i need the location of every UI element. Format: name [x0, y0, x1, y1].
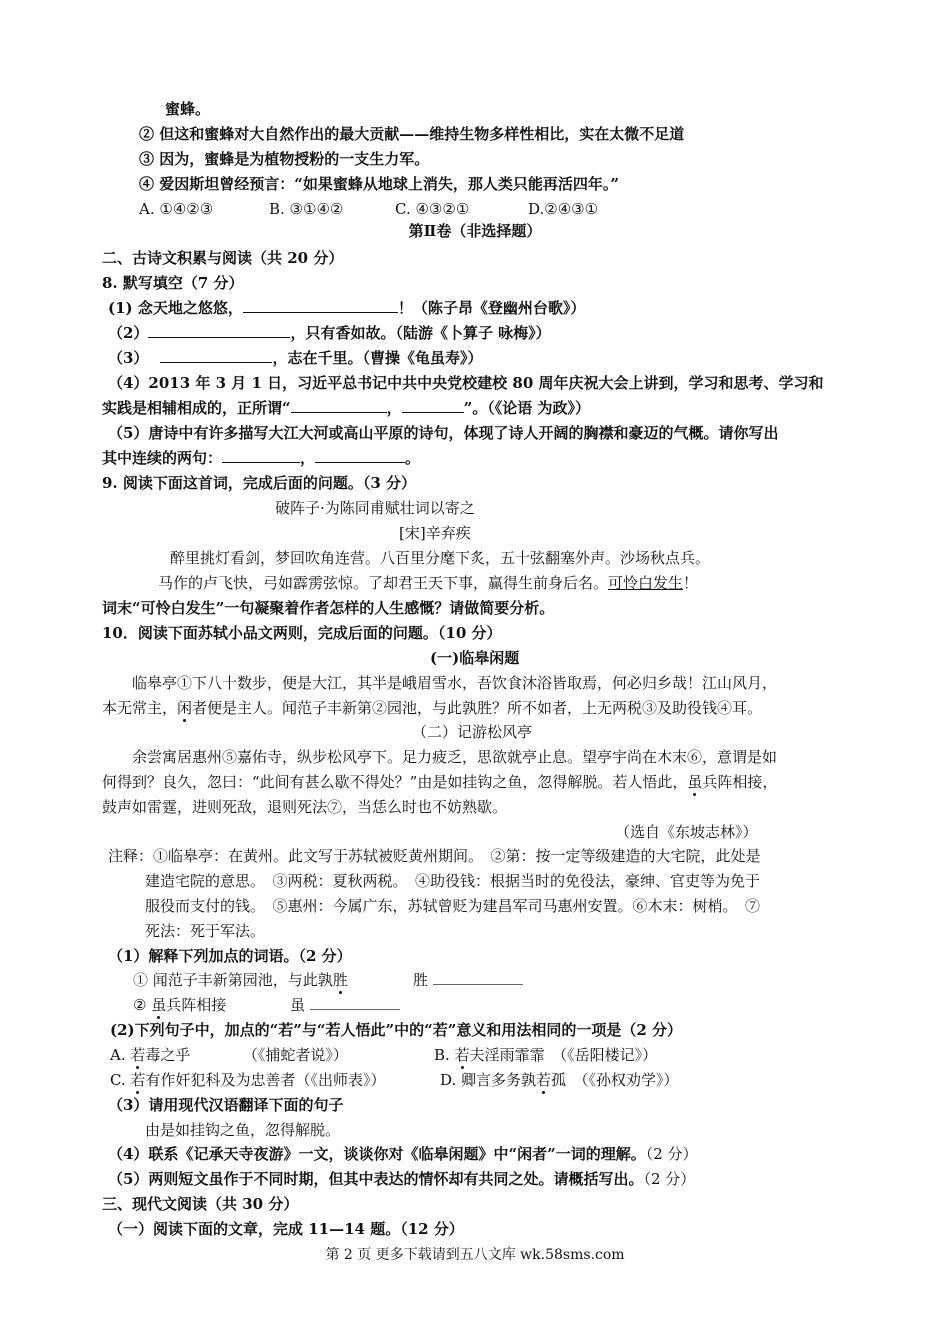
q8-item3 — [108, 348, 482, 368]
passage1-line2-rest: 者便是主人。闻范子丰新第②园池，与此孰胜？所不如者，上无两税③及助役钱④耳。 — [192, 699, 763, 717]
passage1-line2 — [102, 698, 762, 718]
page-footer: 第 2 页 更多下载请到五八文库 wk.58sms.com — [325, 1247, 625, 1263]
sq2-option-b-label: B. — [434, 1046, 455, 1064]
sq1-item-b-label: 虽 — [290, 996, 306, 1014]
poem-line-2-end: ！ — [683, 574, 699, 592]
notes-line1: 注释：①临皋亭：在黄州。此文写于苏轼被贬黄州期间。 ②第：按一定等级建造的大宅院，此处是 — [108, 847, 761, 865]
q8-item3-suffix: ，志在千里。（曹操《龟虽寿》） — [272, 349, 483, 367]
poem-line-2-main: 马作的卢飞快，弓如霹雳弦惊。了却君王天下事，赢得生前身后名。 — [158, 574, 609, 592]
dotted-char-ruo-c: 若 — [130, 1071, 146, 1089]
passage2-line1-end: ⑥，意谓是如 — [687, 748, 778, 766]
sq3-title: （3）请用现代汉语翻译下面的句子 — [108, 1096, 344, 1114]
q8-item5-blank1[interactable] — [222, 448, 300, 463]
sq2-option-d — [440, 1070, 679, 1090]
q8-item1-prefix: (1) 念天地之悠悠， — [108, 299, 243, 317]
dotted-char-ruo-d: 若 — [536, 1071, 552, 1089]
q8-item4-prefix: 实践是相辅相成的，正所谓“ — [102, 399, 291, 417]
q7-sentence-4: ④ 爱因斯坦曾经预言：“如果蜜蜂从地球上消失，那人类只能再活四年。” — [139, 175, 619, 193]
dotted-char-xian: 闲 — [177, 699, 193, 717]
sq1-item-b — [133, 995, 226, 1015]
q7-sentence-3: ③ 因为，蜜蜂是为植物授粉的一支生力军。 — [139, 150, 430, 168]
sq1-item-a-answer — [413, 970, 523, 990]
poem-author: [宋]辛弃疾 — [399, 524, 471, 542]
passage1-title: (一)临皋闲题 — [430, 649, 520, 667]
sq5 — [108, 1169, 695, 1189]
q8-item5-prefix: 其中连续的两句： — [102, 449, 223, 467]
q7-option-a: A. ①④②③ — [139, 200, 214, 218]
passage1-line2-start: 本无常主， — [102, 699, 178, 717]
notes-line2: 建造宅院的意思。 ③两税：夏秋两税。 ④助役钱：根据当时的免役法，豪绅、官吏等为免于 — [145, 872, 761, 890]
sq2-option-c — [110, 1070, 386, 1090]
q8-item5-line2 — [102, 448, 420, 468]
part2-title: 第Ⅱ卷（非选择题） — [408, 222, 542, 240]
sq4-score: （2 分） — [645, 1145, 698, 1163]
q7-option-c: C. ④③②① — [395, 200, 470, 218]
poem-title: 破阵子·为陈同甫赋壮词以寄之 — [275, 499, 475, 517]
sq2-option-a-label: A. — [110, 1046, 131, 1064]
sq1-item-a-label: 胜 — [413, 971, 429, 989]
notes-line3: 服役而支付的钱。 ⑤惠州：今属广东，苏轼曾贬为建昌军司马惠州安置。⑥木末：树梢。 ⑦ — [145, 897, 761, 915]
sq5-score: （2 分） — [643, 1170, 696, 1188]
poem-underlined-phrase: 可怜白发生 — [608, 574, 684, 592]
q8-item2-prefix: （2） — [108, 324, 149, 342]
passage2-line2 — [102, 772, 777, 792]
sq2-option-a — [110, 1045, 348, 1065]
q8-item5-line1: （5）唐诗中有许多描写大江大河或高山平原的诗句，体现了诗人开阔的胸襟和豪迈的气概。请你写出 — [108, 424, 779, 442]
sq2-option-d-label: D. 卿言多务孰 — [440, 1071, 537, 1089]
sq1-item-b-text: 兵阵相接 — [166, 996, 227, 1014]
passage2-line2-rest: 兵阵相接， — [702, 773, 778, 791]
sq2-option-d-text: 孤 （《孙权劝学》） — [551, 1071, 679, 1089]
passage2-line1 — [132, 747, 777, 767]
q8-item1-blank[interactable] — [243, 298, 398, 313]
dotted-char-ruo-a: 若 — [130, 1046, 146, 1064]
sq1-item-a-text: ① 闻范子丰新第园池，与此孰 — [133, 971, 333, 989]
q8-item3-prefix: （3） — [108, 349, 149, 367]
sq1-item-b-answer — [290, 995, 400, 1015]
sq1-title: （1）解释下列加点的词语。（2 分） — [108, 947, 352, 965]
q8-item3-blank[interactable] — [160, 348, 272, 363]
q7-sentence-2: ② 但这和蜜蜂对大自然作出的最大贡献——维持生物多样性相比，实在太微不足道 — [139, 125, 685, 143]
q8-item5-comma: ， — [300, 449, 316, 467]
q8-item1-suffix: ！（陈子昂《登幽州台歌》） — [397, 299, 586, 317]
dotted-char-sheng: 胜 — [332, 971, 348, 989]
sq1-item-a-blank[interactable] — [433, 970, 523, 985]
sq1-item-a — [133, 970, 348, 990]
q9-title: 9. 阅读下面这首词，完成后面的问题。（3 分） — [102, 474, 417, 492]
section3-subtitle: （一）阅读下面的文章，完成 11—14 题。（12 分） — [108, 1220, 464, 1238]
sq2-option-c-label: C. — [110, 1071, 131, 1089]
passage2-title: （二）记游松风亭 — [412, 723, 533, 741]
q10-title: 10．阅读下面苏轼小品文两则，完成后面的问题。（10 分） — [102, 624, 502, 642]
dotted-char-ruo-b: 若 — [454, 1046, 470, 1064]
passage2-line3: 鼓声如雷霆，进则死敌，退则死法⑦，当恁么时也不妨熟歇。 — [102, 798, 508, 816]
sq2-title: (2)下列句子中，加点的“若”与“若人悟此”中的“若”意义和用法相同的一项是（2 分） — [110, 1021, 683, 1039]
q8-item4-comma: ， — [386, 399, 402, 417]
passage1-line1: 临皋亭①下八十数步，便是大江，其半是峨眉雪水，吾饮食沐浴皆取焉，何必归乡哉！江山风月， — [132, 674, 778, 692]
q8-item2-blank[interactable] — [148, 323, 290, 338]
q8-item2-suffix: ，只有香如故。（陆游《卜算子 咏梅》） — [290, 324, 551, 342]
passage2-line2-start: 何得到？良久，忽曰：“此间有甚么歇不得处？”由是如挂钩之鱼，忽得解脱。若人悟此， — [102, 773, 688, 791]
q8-item1 — [108, 298, 585, 318]
sq1-item-b-blank[interactable] — [310, 995, 400, 1010]
q8-item4-suffix: ”。（《论语 为政》） — [463, 399, 591, 417]
section3-title: 三、现代文阅读（共 30 分） — [102, 1195, 299, 1213]
q7-line-tail: 蜜蜂。 — [165, 100, 211, 118]
sq2-option-b-text: 夫淫雨霏霏 （《岳阳楼记》） — [469, 1046, 658, 1064]
q8-item5-suffix: 。 — [405, 449, 421, 467]
sq4-text: （4）联系《记承天寺夜游》一文，谈谈你对《临皋闲题》中“闲者”一词的理解。 — [108, 1145, 646, 1163]
sq4 — [108, 1144, 698, 1164]
q8-item4-blank1[interactable] — [291, 398, 387, 413]
q8-item4-line2 — [102, 398, 590, 418]
q8-item4-blank2[interactable] — [402, 398, 464, 413]
poem-line-1: 醉里挑灯看剑，梦回吹角连营。八百里分麾下炙，五十弦翻塞外声。沙场秋点兵。 — [170, 549, 711, 567]
passage-source: （选自《东坡志林》） — [615, 823, 758, 841]
section2-title: 二、古诗文积累与阅读（共 20 分） — [102, 249, 344, 267]
sq2-option-a-text: 毒之乎 （《捕蛇者说》） — [145, 1046, 348, 1064]
q8-item5-blank2[interactable] — [315, 448, 405, 463]
notes-line4: 死法：死于军法。 — [145, 922, 266, 940]
passage2-line1-start: 余尝寓居惠州⑤嘉佑寺，纵步松风亭下。足力疲乏，思欲就亭止息。望亭宇尚在木末 — [132, 748, 688, 766]
q7-option-d: D.②④③① — [528, 200, 599, 218]
poem-line-2 — [158, 573, 698, 593]
dotted-char-sui-2: 虽 — [151, 996, 167, 1014]
q8-title: 8. 默写填空（7 分） — [102, 274, 244, 292]
sq5-text: （5）两则短文虽作于不同时期，但其中表达的情怀却有共同之处。请概括写出。 — [108, 1170, 644, 1188]
sq2-option-b — [434, 1045, 657, 1065]
q8-item4-line1: （4）2013 年 3 月 1 日，习近平总书记中共中央党校建校 80 周年庆祝大会上讲到，学习和思考、学习和 — [108, 374, 824, 392]
q7-option-b: B. ③①④② — [269, 200, 344, 218]
q8-item2 — [108, 323, 551, 343]
dotted-char-sui: 虽 — [687, 773, 703, 791]
sq3-sentence: 由是如挂钩之鱼，忽得解脱。 — [145, 1121, 341, 1139]
q9-question: 词末“可怜白发生”一句凝聚着作者怎样的人生感慨？请做简要分析。 — [102, 599, 555, 617]
sq2-option-c-text: 有作奸犯科及为忠善者（《出师表》） — [145, 1071, 386, 1089]
sq1-item-b-num: ② — [133, 996, 152, 1014]
